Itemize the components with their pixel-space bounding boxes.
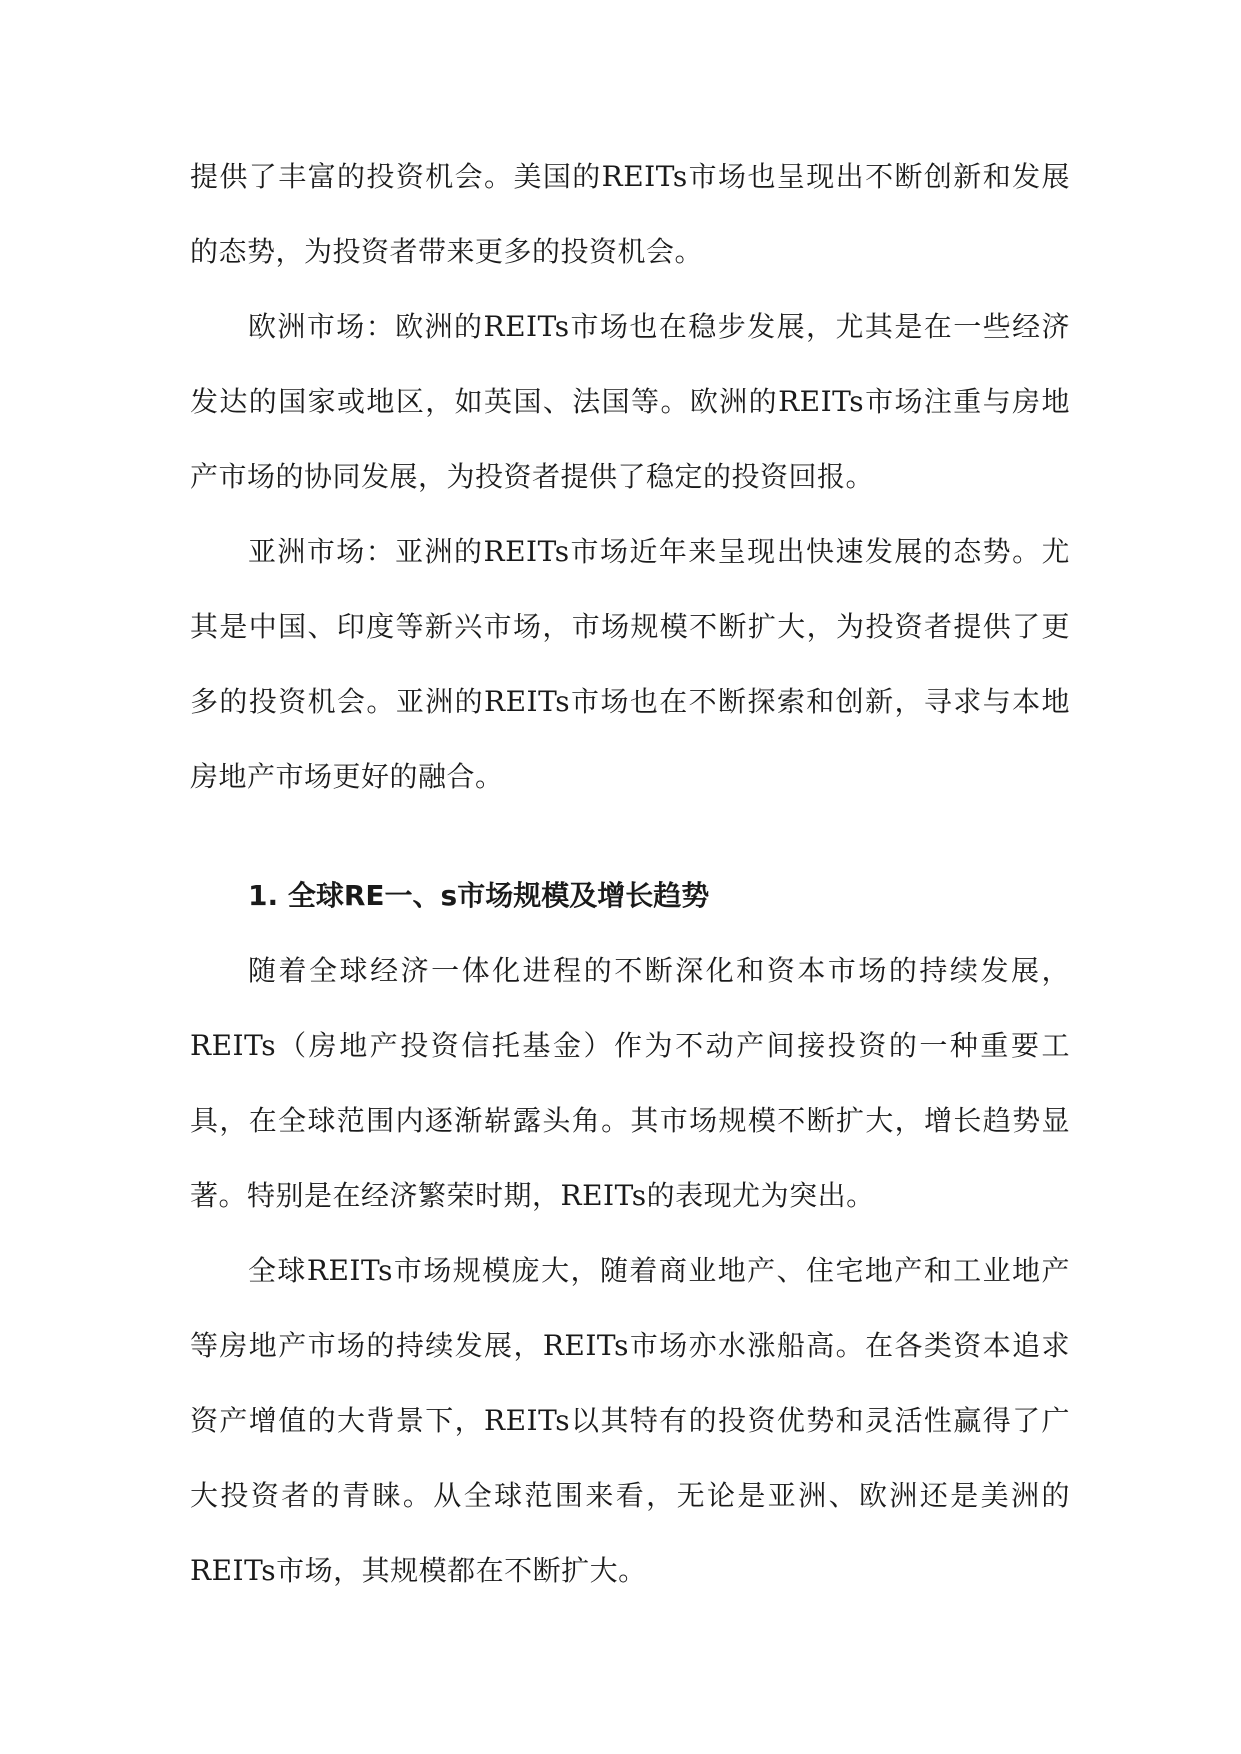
paragraph-global-scale: 全球REITs市场规模庞大，随着商业地产、住宅地产和工业地产等房地产市场的持续发展，REITs市场亦水涨船高。在各类资本追求资产增值的大背景下，REITs以其特有的投资优势和灵活性赢得了广大投资者的青睐。从全球范围来看，无论是亚洲、欧洲还是美洲的REITs市场，其规模都在不断扩大。 [190, 1254, 1070, 1587]
section-heading: 1. 全球RE一、s市场规模及增长趋势 [248, 879, 710, 912]
paragraph-us-market-continued: 提供了丰富的投资机会。美国的REITs市场也呈现出不断创新和发展的态势，为投资者带来更多的投资机会。 [190, 160, 1070, 268]
document-body [190, 139, 1070, 1608]
paragraph-asia-market: 亚洲市场：亚洲的REITs市场近年来呈现出快速发展的态势。尤其是中国、印度等新兴市场，市场规模不断扩大，为投资者提供了更多的投资机会。亚洲的REITs市场也在不断探索和创新，寻求与本地房地产市场更好的融合。 [190, 535, 1070, 793]
paragraph-europe-market: 欧洲市场：欧洲的REITs市场也在稳步发展，尤其是在一些经济发达的国家或地区，如英国、法国等。欧洲的REITs市场注重与房地产市场的协同发展，为投资者提供了稳定的投资回报。 [190, 310, 1070, 493]
paragraph-global-intro: 随着全球经济一体化进程的不断深化和资本市场的持续发展，REITs（房地产投资信托基金）作为不动产间接投资的一种重要工具，在全球范围内逐渐崭露头角。其市场规模不断扩大，增长趋势显著。特别是在经济繁荣时期，REITs的表现尤为突出。 [190, 954, 1070, 1212]
